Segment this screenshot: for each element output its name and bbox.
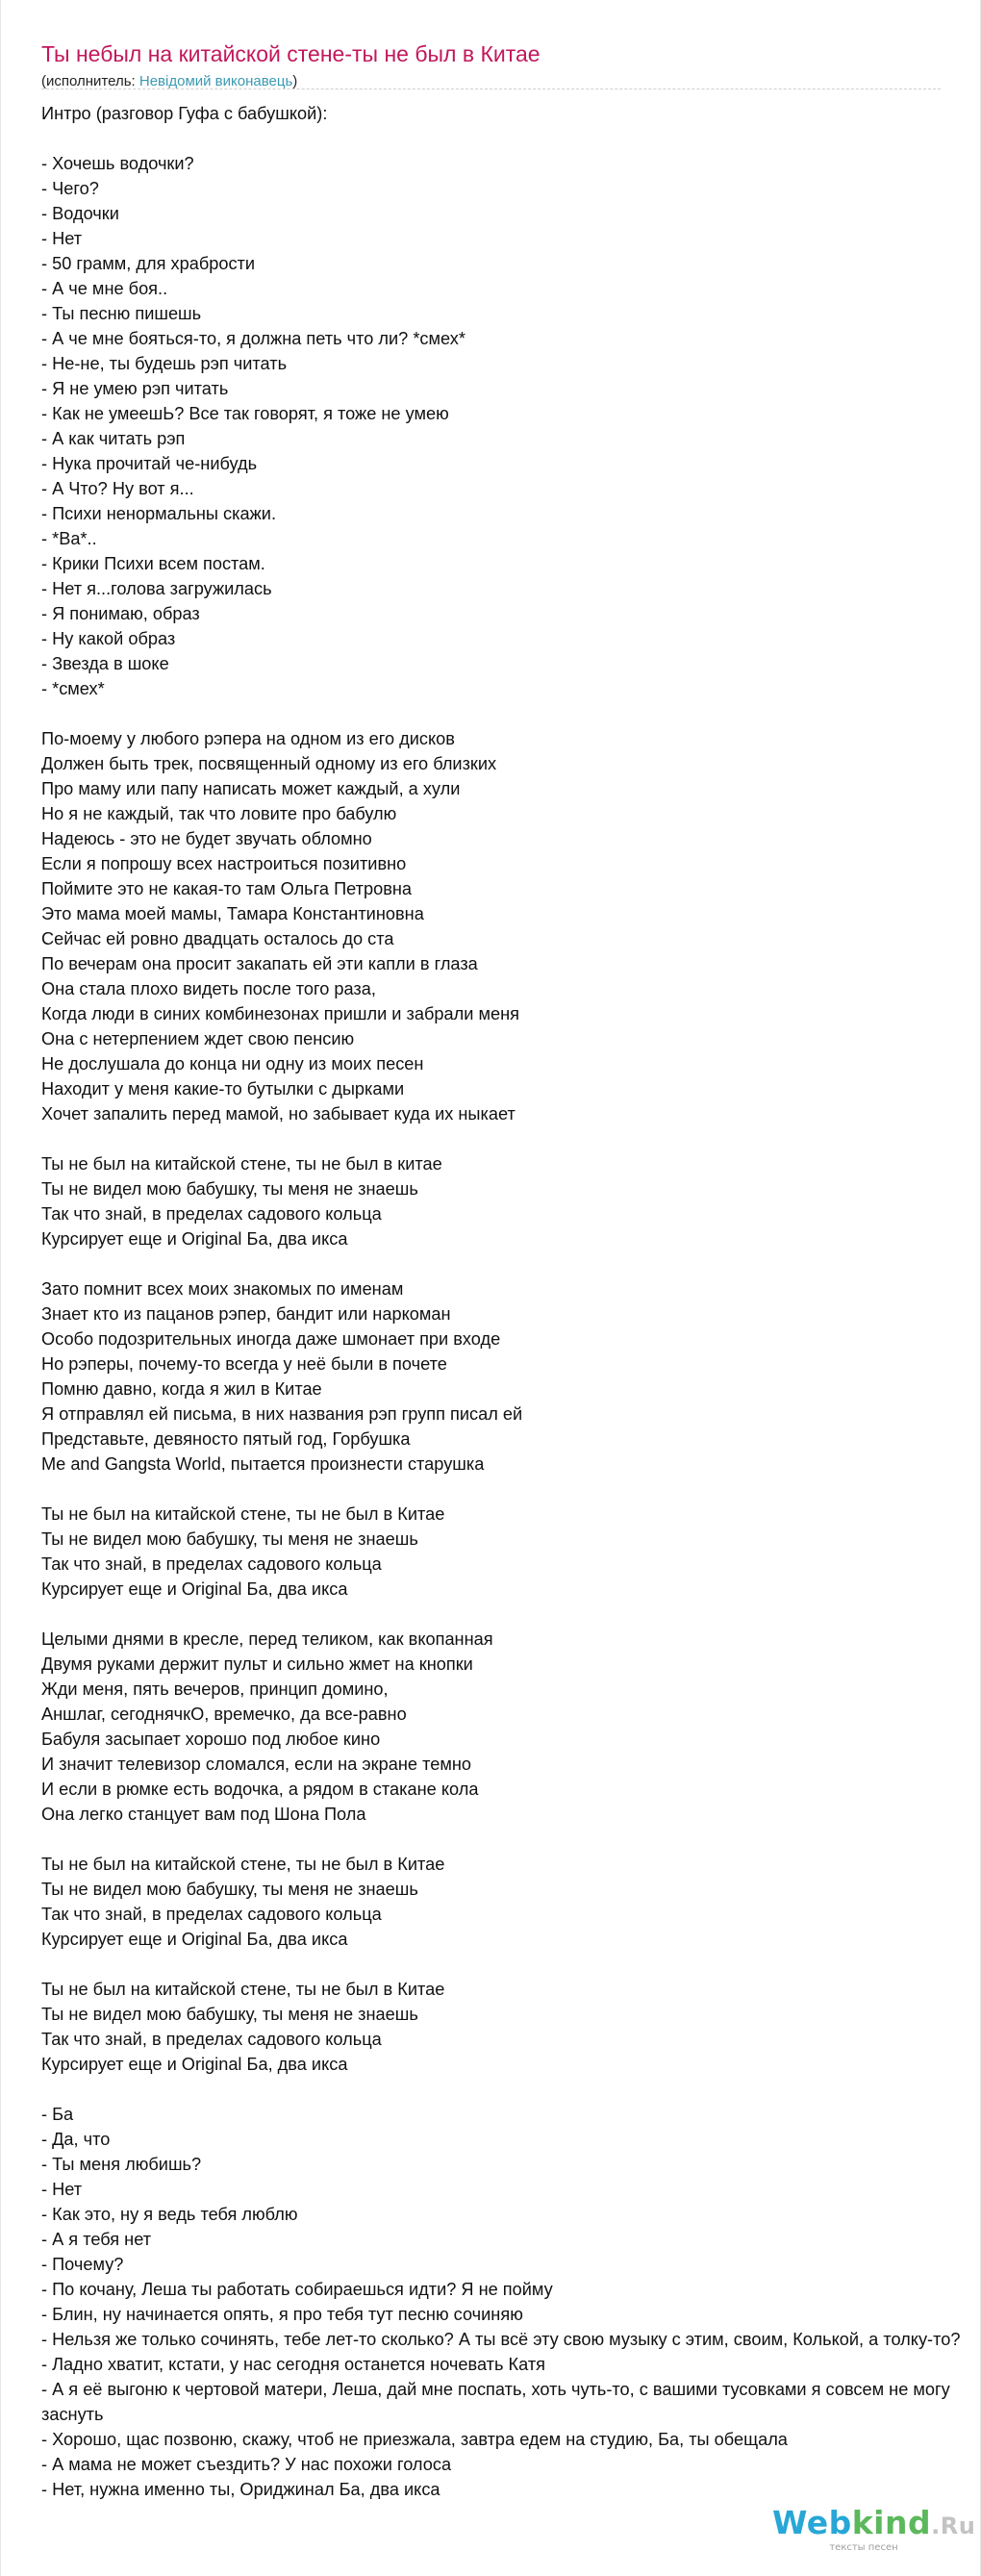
lyric-line: - А я тебя нет [41,2230,152,2249]
lyric-blank-line [41,126,981,151]
lyric-line: Если я попрошу всех настроиться позитивно [41,854,407,873]
lyric-line: Курсирует еще и Original Ба, два икса [41,1930,348,1949]
lyric-line: Не дослушала до конца ни одну из моих песен [41,1054,424,1073]
lyric-line: Я отправлял ей письма, в них названия рэп групп писал ей [41,1404,523,1424]
lyric-line: - Хорошо, щас позвоню, скажу, чтоб не приезжала, завтра едем на студию, Ба, ты обещала [41,2430,788,2449]
lyric-line: Ты не видел мою бабушку, ты меня не знаешь [41,1529,418,1549]
lyric-line: - *смех* [41,679,105,698]
logo-tagline: тексты песен [829,2542,898,2553]
lyric-line: Ты не был на китайской стене, ты не был в китае [41,1154,442,1174]
lyric-line: Но рэперы, почему-то всегда у неё были в почете [41,1354,447,1374]
lyric-line: И если в рюмке есть водочка, а рядом в стакане кола [41,1780,479,1799]
lyric-blank-line [41,1827,981,1852]
lyric-line: Она стала плохо видеть после того раза, [41,979,376,998]
lyric-blank-line [41,1952,981,1977]
lyric-line: Так что знай, в пределах садового кольца [41,1204,382,1224]
lyric-line: - Нука прочитай че-нибудь [41,454,258,473]
lyric-blank-line [41,1602,981,1627]
lyric-line: - Нет, нужна именно ты, Ориджинал Ба, два икса [41,2480,440,2499]
lyric-line: Хочет запалить перед мамой, но забывает куда их ныкает [41,1104,516,1124]
lyric-line: - Звезда в шоке [41,654,169,673]
lyric-line: - Я понимаю, образ [41,604,200,623]
lyric-line: Должен быть трек, посвященный одному из его близких [41,754,497,773]
lyric-line: Me and Gangsta World, пытается произнести старушка [41,1454,485,1474]
lyric-line: Особо подозрительных иногда даже шмонает при входе [41,1329,501,1349]
lyric-blank-line [41,1126,981,1151]
lyric-line: Поймите это не какая-то там Ольга Петровна [41,879,413,898]
lyric-line: - Нет [41,2180,83,2199]
lyric-line: Зато помнит всех моих знакомых по именам [41,1279,404,1299]
lyric-line: - 50 грамм, для храбрости [41,254,256,273]
lyric-line: - Хочешь водочки? [41,154,194,173]
lyric-line: Жди меня, пять вечеров, принцип домино, [41,1679,389,1699]
lyric-line: - Я не умею рэп читать [41,379,229,398]
artist-link[interactable]: Невідомий виконавець [138,73,293,89]
logo-web: Web [772,2504,852,2541]
lyric-line: Ты не был на китайской стене, ты не был в Китае [41,1855,445,1874]
lyric-line: Так что знай, в пределах садового кольца [41,1554,382,1574]
lyric-line: Знает кто из пацанов рэпер, бандит или наркоман [41,1304,451,1324]
lyric-line: - Почему? [41,2255,124,2274]
lyric-line: Курсирует еще и Original Ба, два икса [41,2055,348,2074]
lyric-line: Целыми днями в кресле, перед теликом, как вкопанная [41,1629,493,1649]
lyric-line: - Водочки [41,204,119,223]
lyric-blank-line [41,2077,981,2102]
lyric-line: Интро (разговор Гуфа с бабушкой): [41,104,328,123]
logo-wordmark [772,2504,976,2544]
lyric-line: Так что знай, в пределах садового кольца [41,1905,382,1924]
lyric-line: Надеюсь - это не будет звучать обломно [41,829,372,848]
lyric-line: - Не-не, ты будешь рэп читать [41,354,288,373]
lyric-line: Это мама моей мамы, Тамара Константиновна [41,904,424,923]
lyric-blank-line [41,701,981,726]
lyric-line: - *Ва*.. [41,529,97,548]
lyric-line: Ты не видел мою бабушку, ты меня не знаешь [41,2005,418,2024]
lyric-line: - Ты песню пишешь [41,304,202,323]
lyric-line: - По кочану, Леша ты работать собираешься идти? Я не пойму [41,2280,553,2299]
header-divider [41,88,941,89]
lyric-line: - Ба [41,2105,74,2124]
lyric-line: По вечерам она просит закапать ей эти капли в глаза [41,954,478,973]
artist-suffix: ) [292,73,298,89]
lyric-line: - Нет [41,229,83,248]
lyric-line: И значит телевизор сломался, если на экране темно [41,1755,471,1774]
lyric-line: Про маму или папу написать может каждый, а хули [41,779,461,798]
lyric-line: Ты не видел мою бабушку, ты меня не знаешь [41,1880,418,1899]
lyric-line: - А я её выгоню к чертовой матери, Леша, дай мне поспать, хоть чуть-то, с вашими тусовками я совсем не могу заснуть [41,2380,950,2424]
lyric-line: - Как это, ну я ведь тебя люблю [41,2205,298,2224]
lyric-line: Аншлаг, сегоднячкО, времечко, да все-равно [41,1705,407,1724]
lyric-line: Она легко станцует вам под Шона Пола [41,1805,366,1824]
lyric-line: - Как не умеешЬ? Все так говорят, я тоже не умею [41,404,449,423]
lyric-line: Когда люди в синих комбинезонах пришли и забрали меня [41,1004,519,1023]
song-title: Ты небыл на китайской стене-ты не был в Китае [41,41,541,66]
lyric-line: - Нет я...голова загружилась [41,579,272,598]
lyric-line: - Ладно хватит, кстати, у нас сегодня останется ночевать Катя [41,2355,546,2374]
lyric-line: Ты не видел мою бабушку, ты меня не знаешь [41,1179,418,1199]
lyric-blank-line [41,1251,981,1276]
lyric-line: Ты не был на китайской стене, ты не был в Китае [41,1504,445,1524]
lyric-line: Представьте, девяносто пятый год, Горбушка [41,1429,411,1449]
logo-ru: .Ru [931,2513,976,2539]
artist-prefix: (исполнитель: [41,73,139,89]
webkind-logo[interactable] [772,2504,976,2555]
lyric-blank-line [41,1477,981,1502]
lyric-line: Двумя руками держит пульт и сильно жмет на кнопки [41,1654,473,1674]
lyric-line: - Блин, ну начинается опять, я про тебя тут песню сочиняю [41,2305,523,2324]
lyric-line: Она с нетерпением ждет свою пенсию [41,1029,355,1048]
lyrics-body [41,101,981,2502]
lyric-line: - Психи ненормальны скажи. [41,504,276,523]
lyric-line: Бабуля засыпает хорошо под любое кино [41,1730,381,1749]
lyric-line: - А как читать рэп [41,429,186,448]
lyric-line: - Да, что [41,2130,111,2149]
lyric-line: - Ты меня любишь? [41,2155,202,2174]
lyric-line: - Ну какой образ [41,629,176,648]
lyric-line: Сейчас ей ровно двадцать осталось до ста [41,929,394,948]
lyric-line: Курсирует еще и Original Ба, два икса [41,1579,348,1599]
lyric-line: - Крики Психи всем постам. [41,554,265,573]
lyric-line: Курсирует еще и Original Ба, два икса [41,1229,348,1249]
lyric-line: - Чего? [41,179,99,198]
lyric-line: - А че мне бояться-то, я должна петь что ли? *смех* [41,329,465,348]
lyric-line: Находит у меня какие-то бутылки с дырками [41,1079,405,1099]
logo-kind: kind [851,2504,932,2541]
lyric-line: - А Что? Ну вот я... [41,479,194,498]
lyric-line: Но я не каждый, так что ловите про бабулю [41,804,397,823]
lyric-line: Ты не был на китайской стене, ты не был в Китае [41,1980,445,1999]
lyric-line: По-моему у любого рэпера на одном из его дисков [41,729,455,748]
lyric-line: - А че мне боя.. [41,279,168,298]
lyric-line: - Нельзя же только сочинять, тебе лет-то сколько? А ты всё эту свою музыку с этим, своим, Колькой, а толку-то? [41,2330,961,2349]
lyric-line: - А мама не может съездить? У нас похожи голоса [41,2455,452,2474]
lyric-line: Помню давно, когда я жил в Китае [41,1379,322,1399]
lyric-line: Так что знай, в пределах садового кольца [41,2030,382,2049]
song-header [41,38,941,91]
